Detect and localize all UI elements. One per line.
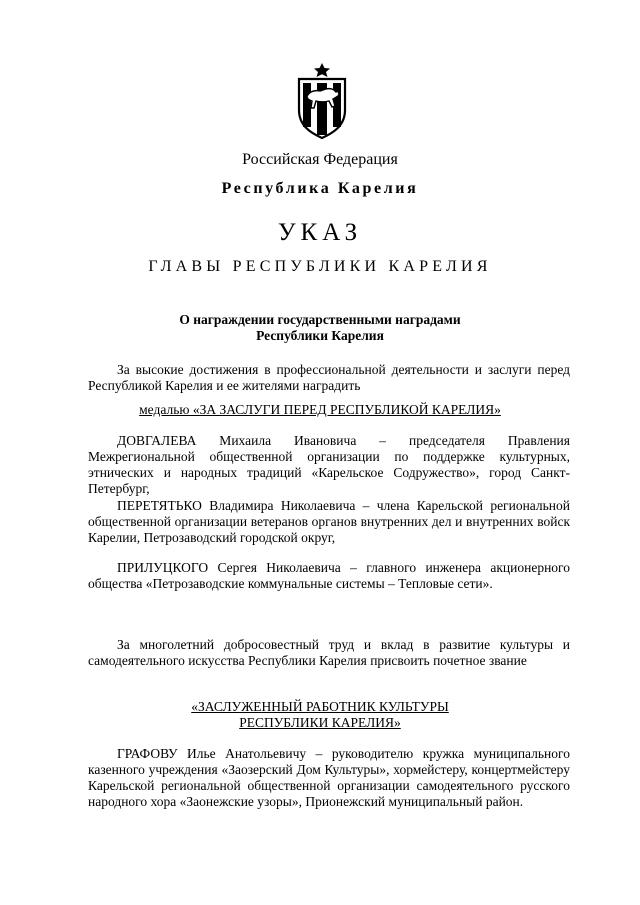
issuer: ГЛАВЫ РЕСПУБЛИКИ КАРЕЛИЯ	[148, 258, 492, 275]
awardee-item: ПРИЛУЦКОГО Сергея Николаевича – главного инженера акционерного общества «Петрозаводские коммунальные системы – Тепловые сети».	[88, 560, 570, 591]
honorary-title-line-1: «ЗАСЛУЖЕННЫЙ РАБОТНИК КУЛЬТУРЫ	[191, 699, 449, 714]
awardee-item: ГРАФОВУ Илье Анатольевичу – руководителю кружка муниципального казенного учреждения «Заозерский Дом Культуры», хормейстеру, концертмейстеру Карельской региональной общественной организации самодеятельного русского народного хора «Заонежские узоры», Прионежский муниципальный район.	[88, 746, 570, 809]
star-icon	[314, 63, 330, 77]
section2-intro: За многолетний добросовестный труд и вклад в развитие культуры и самодеятельного искусства Республики Карелия присвоить почетное звание	[88, 637, 570, 668]
country-name: Российская Федерация	[242, 151, 398, 168]
karelia-coat-of-arms-icon	[293, 62, 351, 140]
awardee-item: ДОВГАЛЕВА Михаила Ивановича – председателя Правления Межрегиональной общественной организации по поддержке культурных, этнических и народных традиций «Карельское Содружество», город Санкт-Петербург,	[88, 433, 570, 496]
section1-intro: За высокие достижения в профессиональной деятельности и заслуги перед Республикой Карелия и ее жителями наградить	[88, 362, 570, 393]
subject-line-1: О награждении государственными наградами	[179, 312, 461, 327]
honorary-title	[0, 699, 640, 731]
republic-name: Республика Карелия	[221, 180, 419, 197]
document-type: УКАЗ	[277, 219, 363, 246]
subject-line-2: Республики Карелия	[256, 328, 384, 343]
honorary-title-line-2: РЕСПУБЛИКИ КАРЕЛИЯ»	[239, 715, 401, 730]
awardee-item: ПЕРЕТЯТЬКО Владимира Николаевича – члена Карельской региональной общественной организации ветеранов органов внутренних дел и внутренних войск Карелии, Петрозаводский городской округ,	[88, 498, 570, 545]
decree-subject	[0, 312, 640, 344]
medal-title: медалью «ЗА ЗАСЛУГИ ПЕРЕД РЕСПУБЛИКОЙ КАРЕЛИЯ»	[139, 402, 501, 417]
